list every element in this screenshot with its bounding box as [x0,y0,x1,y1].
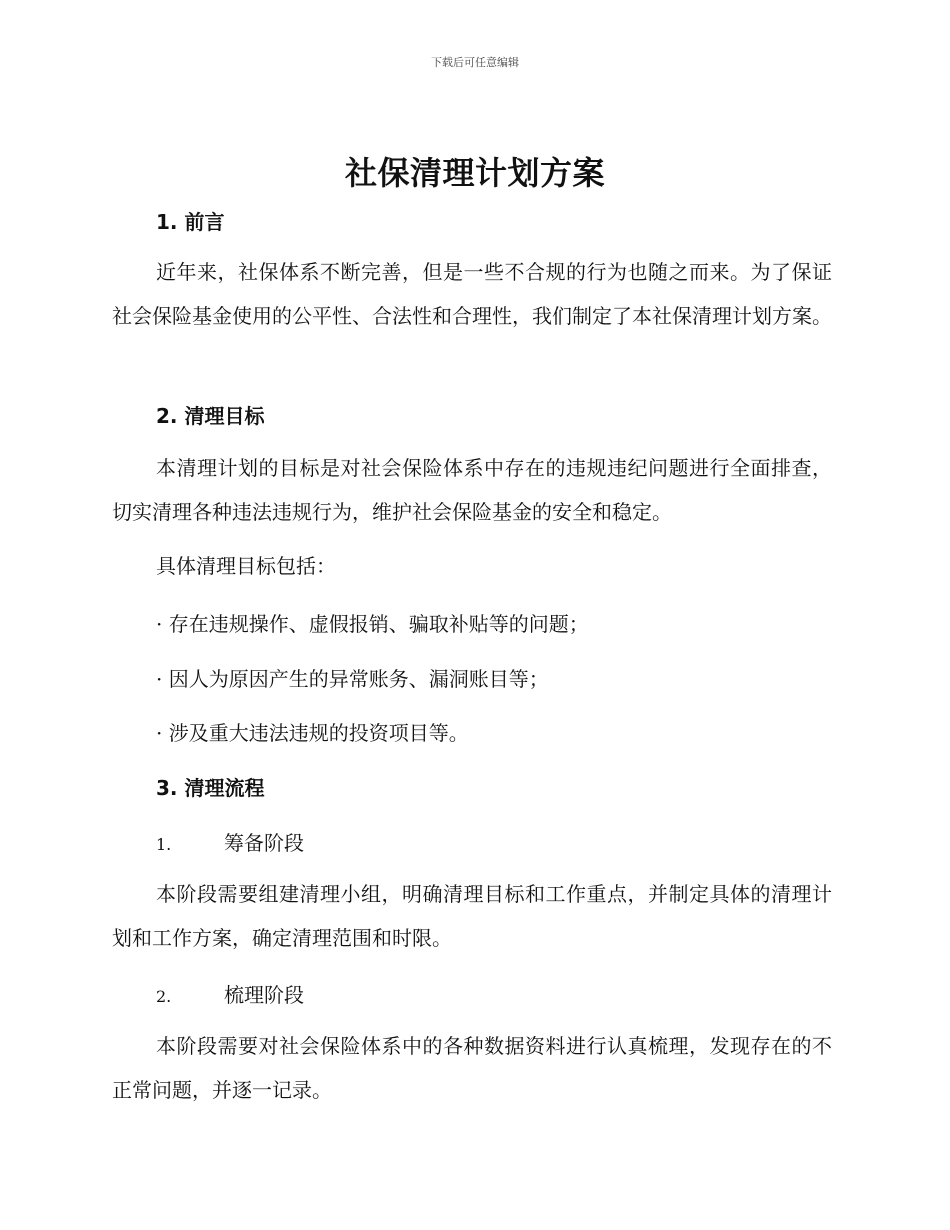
document-title: 社保清理计划方案 [344,154,605,192]
paragraph-step: 本阶段需要组建清理小组，明确清理目标和工作重点，并制定具体的清理计划和工作方案，确定清理范围和时限。 [112,882,832,950]
page-header: 下载后可任意编辑 [431,56,519,69]
section-heading-preface: 1. 前言 [156,210,225,234]
paragraph-goals-intro: 具体清理目标包括： [156,554,336,578]
section-heading-goals: 2. 清理目标 [156,404,265,428]
step-number: 1. [156,835,172,854]
paragraph-goals: 本清理计划的目标是对社会保险体系中存在的违规违纪问题进行全面排查，切实清理各种违法违规行为，维护社会保险基金的安全和稳定。 [112,456,832,524]
list-item: · 存在违规操作、虚假报销、骗取补贴等的问题； [156,612,589,636]
step-number: 2. [156,987,172,1006]
step-heading [156,979,876,1008]
paragraph-preface: 近年来，社保体系不断完善，但是一些不合规的行为也随之而来。为了保证社会保险基金使用的公平性、合法性和合理性，我们制定了本社保清理计划方案。 [112,260,832,328]
step-heading [156,827,876,856]
list-item: · 涉及重大违法违规的投资项目等。 [156,721,469,745]
step-label: 梳理阶段 [224,983,304,1007]
step-label: 筹备阶段 [224,831,304,855]
section-heading-process: 3. 清理流程 [156,776,265,800]
list-item: · 因人为原因产生的异常账务、漏洞账目等； [156,667,549,691]
paragraph-step: 本阶段需要对社会保险体系中的各种数据资料进行认真梳理，发现存在的不正常问题，并逐一记录。 [112,1034,832,1102]
